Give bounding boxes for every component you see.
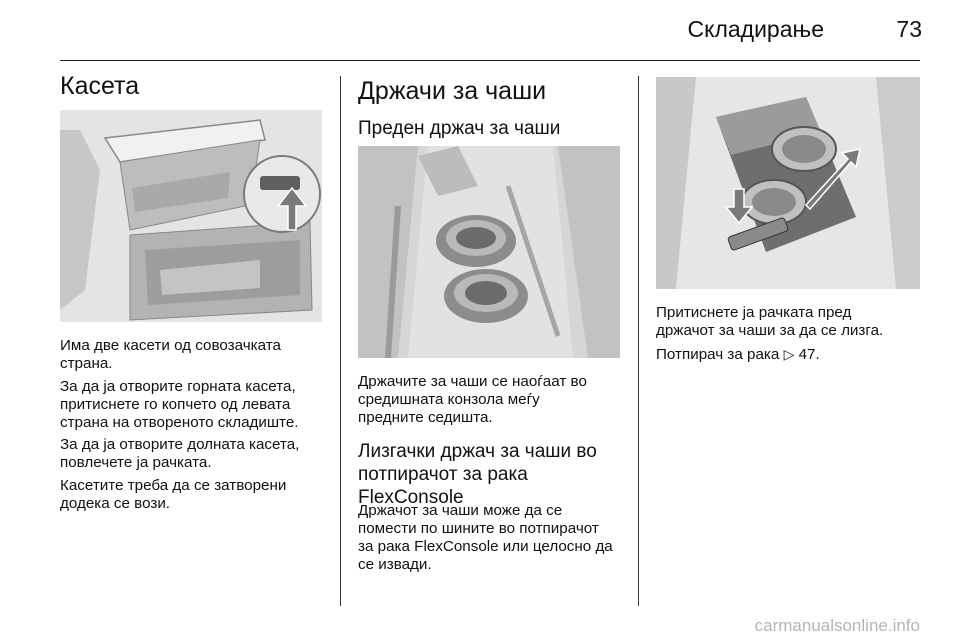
text-line: држачот за чаши за да се лизга. [656,322,884,339]
text-line: повлечете ја рачката. [60,454,212,471]
text-line: притиснете го копчето од левата [60,396,291,413]
sliding-cupholder-paragraph [358,502,613,574]
section-heading-cupholders: Држачи за чаши [358,77,547,105]
glovebox-paragraph-3 [60,436,299,472]
subheading-line: потпирачот за рака [358,464,528,485]
glovebox-paragraph-1 [60,337,281,373]
text-line: се извади. [358,556,432,573]
subheading-front-cupholder: Преден држач за чаши [358,118,561,139]
section-heading-glovebox: Касета [60,72,140,100]
subheading-line: FlexConsole [358,487,464,508]
column-divider-left [340,76,341,606]
text-line: предните седишта. [358,409,493,426]
text-line: Има две касети од совозачката [60,337,281,354]
front-cupholder-illustration [358,146,620,358]
reference-page: 47. [798,346,820,363]
front-cupholder-paragraph [358,373,587,427]
text-line: страна на отвореното складиште. [60,414,299,431]
glovebox-paragraph-4 [60,477,286,513]
glovebox-illustration [60,110,322,322]
text-line: страна. [60,355,113,372]
running-header-title: Складирање [687,16,824,42]
text-line: додека се вози. [60,495,171,512]
text-line: Држачите за чаши се наоѓаат во [358,373,587,390]
subheading-line: Лизгачки држач за чаши во [358,441,597,462]
text-line: Притиснете ја рачката пред [656,304,852,321]
text-line: средишната конзола меѓу [358,391,540,408]
glovebox-paragraph-2 [60,378,299,432]
text-line: Касетите треба да се затворени [60,477,287,494]
reference-text: Потпирач за рака [656,346,780,363]
subheading-sliding-cupholder [358,440,597,509]
page-number: 73 [896,16,922,42]
armrest-reference[interactable] [656,345,820,364]
watermark: carmanualsonline.info [754,616,920,635]
triangle-right-icon: ▷ [783,346,795,362]
text-line: За да ја отворите горната касета, [60,378,296,395]
flexconsole-cupholder-illustration [656,77,920,289]
text-line: помести по шините во потпирачот [358,520,599,537]
text-line: За да ја отворите долната касета, [60,436,300,453]
header-rule [60,60,920,61]
text-line: за рака FlexConsole или целосно да [358,538,613,555]
slide-instruction-paragraph [656,304,883,340]
reference-line [656,345,820,364]
column-divider-right [638,76,639,606]
text-line: Држачот за чаши може да се [358,502,563,519]
